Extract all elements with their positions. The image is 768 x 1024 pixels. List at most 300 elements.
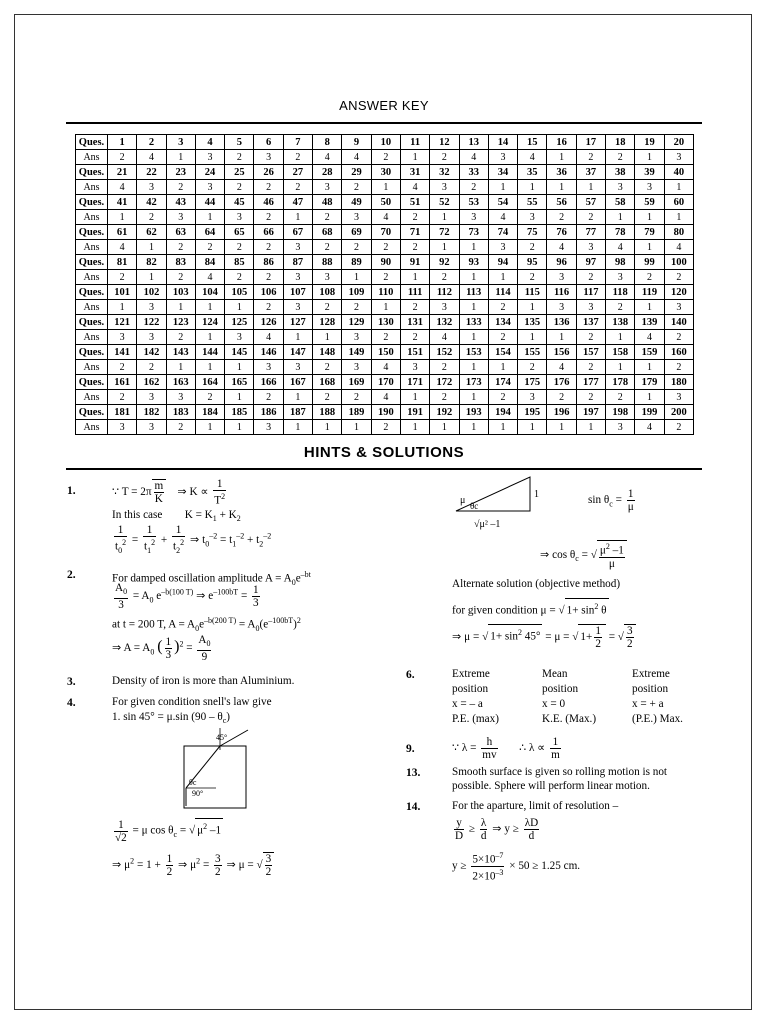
answer-value: 1 (108, 300, 137, 315)
question-number: 173 (459, 375, 488, 390)
answer-value: 2 (635, 270, 664, 285)
answer-value: 1 (518, 330, 547, 345)
answer-value: 3 (518, 210, 547, 225)
answer-value: 3 (225, 210, 254, 225)
ques-row (76, 195, 694, 210)
question-number: 51 (400, 195, 429, 210)
question-number: 66 (254, 225, 283, 240)
answer-value: 1 (459, 330, 488, 345)
answer-value: 1 (606, 210, 635, 225)
refraction-diagram (176, 728, 256, 814)
question-number: 186 (254, 405, 283, 420)
ques-label: Ques. (76, 375, 108, 390)
q6-number: 6. (406, 669, 415, 681)
ans-label: Ans (76, 270, 108, 285)
question-number: 78 (606, 225, 635, 240)
ques-row (76, 285, 694, 300)
question-number: 26 (254, 165, 283, 180)
q14-line2: $\frac{y}{D}$ ≥ $\frac{\lambda}{d}$ ⇒ y ≥ $\frac{\lambda D}{d}$ (455, 817, 539, 842)
answer-value: 1 (342, 270, 371, 285)
answer-value: 1 (430, 210, 459, 225)
question-number: 2 (137, 135, 166, 150)
question-number: 199 (635, 405, 664, 420)
question-number: 125 (225, 315, 254, 330)
svg-text:1: 1 (534, 489, 539, 500)
answer-value: 1 (283, 210, 312, 225)
question-number: 88 (313, 255, 342, 270)
q9-number: 9. (406, 743, 415, 755)
answer-value: 1 (225, 390, 254, 405)
question-number: 154 (488, 345, 517, 360)
q5-cos: ⇒ $\cos \theta_c$ = √ $\frac{\mu^2 -1}{\mu}$ (540, 540, 627, 570)
answer-value: 3 (459, 210, 488, 225)
ans-label: Ans (76, 330, 108, 345)
answer-value: 2 (430, 150, 459, 165)
ques-row (76, 375, 694, 390)
answer-value: 4 (488, 210, 517, 225)
question-number: 48 (313, 195, 342, 210)
question-number: 114 (488, 285, 517, 300)
answer-value: 2 (166, 240, 195, 255)
question-number: 72 (430, 225, 459, 240)
answer-value: 4 (195, 270, 224, 285)
q4-line4: ⇒ $\mu^2 = 1$ + $\frac{1}{2}$ ⇒ $\mu^2$ = $\frac{3}{2}$ ⇒ μ = √ $\frac{3}{2}$ (112, 852, 274, 878)
question-number: 191 (400, 405, 429, 420)
answer-value: 3 (342, 360, 371, 375)
answer-value: 3 (195, 150, 224, 165)
question-number: 143 (166, 345, 195, 360)
question-number: 94 (488, 255, 517, 270)
question-number: 15 (518, 135, 547, 150)
answer-value: 3 (108, 420, 137, 435)
ans-row (76, 360, 694, 375)
answer-value: 1 (313, 330, 342, 345)
answer-value: 3 (664, 390, 693, 405)
question-number: 84 (195, 255, 224, 270)
answer-value: 1 (459, 240, 488, 255)
question-number: 23 (166, 165, 195, 180)
ques-label: Ques. (76, 255, 108, 270)
answer-value: 3 (664, 150, 693, 165)
question-number: 120 (664, 285, 693, 300)
title-rule (66, 122, 702, 124)
answer-value: 3 (635, 180, 664, 195)
answer-value: 2 (225, 150, 254, 165)
answer-value: 2 (254, 270, 283, 285)
answer-value: 2 (400, 210, 429, 225)
q2-line1: For damped oscillation amplitude $A = A_0e^{-bt}$ (112, 570, 311, 587)
q2-line3: at t = 200 T, $A = A_0e^{-b(200 T)} = A_0(e^{-100bT})^2$ (112, 616, 301, 633)
question-number: 119 (635, 285, 664, 300)
question-number: 142 (137, 345, 166, 360)
question-number: 101 (108, 285, 137, 300)
q6-col-mean: Mean position x = 0 K.E. (Max.) (542, 668, 597, 725)
answer-value: 4 (400, 180, 429, 195)
answer-value: 1 (488, 420, 517, 435)
question-number: 76 (547, 225, 576, 240)
q9-formula: ∵ λ = $\frac{h}{mv}$ ∴ λ ∝ $\frac{1}{m}$ (452, 736, 560, 761)
q1-line3: $\frac{1}{t_0^2}$ = $\frac{1}{t_1^2}$ + $\frac{1}{t_2^2}$ ⇒ $t_0^{-2} = t_1^{-2} + t_2^{-2}$ (115, 524, 272, 555)
q2-line2: $\frac{A_0}{3}$ = $A_0$ $e^{-b(100 T)}$ ⇒ $e^{-100bT}$ = $\frac{1}{3}$ (115, 582, 259, 612)
answer-value: 2 (313, 210, 342, 225)
question-number: 165 (225, 375, 254, 390)
question-number: 134 (488, 315, 517, 330)
question-number: 197 (576, 405, 605, 420)
ques-row (76, 405, 694, 420)
answer-value: 2 (400, 240, 429, 255)
q4-line3: $\frac{1}{√2}$ = μ $\cos \theta_c$ = √ $\mu^2$ –1 (115, 818, 222, 844)
q14-number: 14. (406, 801, 421, 813)
answer-value: 3 (313, 270, 342, 285)
answer-value: 2 (166, 420, 195, 435)
answer-value: 2 (400, 300, 429, 315)
answer-value: 2 (664, 270, 693, 285)
answer-value: 1 (371, 300, 400, 315)
answer-value: 3 (137, 330, 166, 345)
answer-value: 2 (254, 180, 283, 195)
answer-value: 2 (254, 390, 283, 405)
question-number: 178 (606, 375, 635, 390)
answer-value: 2 (313, 300, 342, 315)
question-number: 141 (108, 345, 137, 360)
answer-value: 3 (488, 150, 517, 165)
answer-value: 3 (108, 330, 137, 345)
answer-value: 1 (430, 240, 459, 255)
answer-value: 1 (635, 150, 664, 165)
ans-row (76, 240, 694, 255)
answer-value: 1 (606, 360, 635, 375)
question-number: 98 (606, 255, 635, 270)
ans-label: Ans (76, 360, 108, 375)
question-number: 124 (195, 315, 224, 330)
answer-value: 1 (459, 420, 488, 435)
question-number: 133 (459, 315, 488, 330)
answer-value: 2 (342, 390, 371, 405)
question-number: 58 (606, 195, 635, 210)
answer-value: 1 (547, 330, 576, 345)
question-number: 34 (488, 165, 517, 180)
answer-value: 1 (225, 300, 254, 315)
answer-value: 1 (195, 330, 224, 345)
answer-value: 3 (606, 180, 635, 195)
ans-row (76, 300, 694, 315)
question-number: 95 (518, 255, 547, 270)
question-number: 144 (195, 345, 224, 360)
answer-value: 2 (108, 360, 137, 375)
answer-value: 3 (137, 300, 166, 315)
answer-value: 3 (342, 210, 371, 225)
answer-value: 2 (664, 420, 693, 435)
answer-value: 3 (518, 390, 547, 405)
answer-value: 1 (664, 210, 693, 225)
ans-label: Ans (76, 240, 108, 255)
answer-value: 2 (576, 150, 605, 165)
question-number: 39 (635, 165, 664, 180)
answer-value: 2 (606, 150, 635, 165)
answer-value: 1 (488, 180, 517, 195)
answer-value: 1 (576, 420, 605, 435)
answer-value: 3 (430, 180, 459, 195)
q6-col-extreme-neg: Extreme position x = – a P.E. (max) (452, 668, 499, 725)
answer-value: 1 (488, 360, 517, 375)
answer-value: 3 (664, 300, 693, 315)
answer-value: 3 (283, 300, 312, 315)
question-number: 77 (576, 225, 605, 240)
answer-value: 2 (547, 390, 576, 405)
question-number: 153 (459, 345, 488, 360)
hints-rule (66, 468, 702, 470)
question-number: 99 (635, 255, 664, 270)
svg-text:√μ² –1: √μ² –1 (474, 519, 501, 530)
q4-line2: 1. sin 45° = μ.sin $(90 - \theta_c)$ (112, 711, 231, 726)
question-number: 192 (430, 405, 459, 420)
question-number: 138 (606, 315, 635, 330)
answer-value: 1 (635, 360, 664, 375)
question-number: 56 (547, 195, 576, 210)
answer-value: 2 (518, 270, 547, 285)
answer-value: 2 (371, 420, 400, 435)
question-number: 129 (342, 315, 371, 330)
ans-label: Ans (76, 210, 108, 225)
answer-value: 2 (371, 150, 400, 165)
q13-number: 13. (406, 767, 421, 779)
answer-value: 2 (225, 240, 254, 255)
question-number: 9 (342, 135, 371, 150)
answer-value: 4 (635, 330, 664, 345)
question-number: 71 (400, 225, 429, 240)
question-number: 157 (576, 345, 605, 360)
question-number: 67 (283, 225, 312, 240)
answer-value: 2 (225, 270, 254, 285)
question-number: 40 (664, 165, 693, 180)
question-number: 136 (547, 315, 576, 330)
ques-label: Ques. (76, 315, 108, 330)
question-number: 17 (576, 135, 605, 150)
answer-value: 4 (518, 150, 547, 165)
ans-label: Ans (76, 180, 108, 195)
question-number: 25 (225, 165, 254, 180)
question-number: 148 (313, 345, 342, 360)
answer-value: 1 (400, 390, 429, 405)
answer-key-title: ANSWER KEY (339, 98, 429, 113)
answer-value: 4 (137, 150, 166, 165)
question-number: 80 (664, 225, 693, 240)
question-number: 181 (108, 405, 137, 420)
question-number: 123 (166, 315, 195, 330)
question-number: 194 (488, 405, 517, 420)
question-number: 150 (371, 345, 400, 360)
question-number: 24 (195, 165, 224, 180)
answer-value: 1 (459, 300, 488, 315)
question-number: 73 (459, 225, 488, 240)
question-number: 190 (371, 405, 400, 420)
answer-value: 3 (166, 210, 195, 225)
answer-value: 2 (576, 390, 605, 405)
ans-label: Ans (76, 300, 108, 315)
ans-row (76, 180, 694, 195)
question-number: 63 (166, 225, 195, 240)
ans-row (76, 150, 694, 165)
question-number: 121 (108, 315, 137, 330)
question-number: 18 (606, 135, 635, 150)
triangle-diagram (452, 473, 548, 531)
question-number: 115 (518, 285, 547, 300)
q5-alt: Alternate solution (objective method) (452, 578, 621, 590)
answer-value: 1 (283, 390, 312, 405)
answer-value: 4 (371, 360, 400, 375)
answer-value: 2 (430, 390, 459, 405)
ques-row (76, 255, 694, 270)
question-number: 20 (664, 135, 693, 150)
answer-value: 4 (371, 390, 400, 405)
answer-value: 1 (371, 180, 400, 195)
hints-solutions-title: HINTS & SOLUTIONS (303, 444, 465, 461)
answer-value: 1 (547, 420, 576, 435)
svg-text:θc: θc (470, 501, 479, 511)
answer-value: 1 (547, 150, 576, 165)
question-number: 162 (137, 375, 166, 390)
answer-value: 1 (195, 210, 224, 225)
slab (184, 746, 246, 808)
question-number: 189 (342, 405, 371, 420)
question-number: 5 (225, 135, 254, 150)
ans-label: Ans (76, 390, 108, 405)
question-number: 147 (283, 345, 312, 360)
question-number: 164 (195, 375, 224, 390)
question-number: 45 (225, 195, 254, 210)
answer-value: 2 (576, 330, 605, 345)
answer-value: 1 (166, 360, 195, 375)
answer-value: 3 (400, 360, 429, 375)
answer-value: 4 (342, 150, 371, 165)
answer-value: 1 (606, 330, 635, 345)
answer-value: 2 (195, 240, 224, 255)
answer-value: 2 (313, 360, 342, 375)
question-number: 12 (430, 135, 459, 150)
answer-value: 4 (547, 360, 576, 375)
answer-value: 2 (400, 330, 429, 345)
question-number: 176 (547, 375, 576, 390)
question-number: 168 (313, 375, 342, 390)
question-number: 70 (371, 225, 400, 240)
question-number: 85 (225, 255, 254, 270)
question-number: 33 (459, 165, 488, 180)
answer-value: 1 (488, 270, 517, 285)
question-number: 100 (664, 255, 693, 270)
ans-row (76, 330, 694, 345)
angle-45: 45° (216, 733, 228, 742)
answer-value: 2 (108, 390, 137, 405)
question-number: 103 (166, 285, 195, 300)
question-number: 182 (137, 405, 166, 420)
question-number: 105 (225, 285, 254, 300)
question-number: 37 (576, 165, 605, 180)
question-number: 170 (371, 375, 400, 390)
answer-value: 2 (518, 240, 547, 255)
question-number: 86 (254, 255, 283, 270)
question-number: 118 (606, 285, 635, 300)
question-number: 175 (518, 375, 547, 390)
question-number: 75 (518, 225, 547, 240)
question-number: 57 (576, 195, 605, 210)
answer-value: 3 (283, 240, 312, 255)
answer-value: 3 (195, 180, 224, 195)
ans-row (76, 210, 694, 225)
question-number: 131 (400, 315, 429, 330)
q13-line2: possible. Sphere will perform linear motion. (452, 780, 650, 792)
answer-value: 1 (635, 210, 664, 225)
question-number: 180 (664, 375, 693, 390)
question-number: 7 (283, 135, 312, 150)
answer-value: 3 (254, 420, 283, 435)
question-number: 8 (313, 135, 342, 150)
answer-value: 1 (459, 390, 488, 405)
answer-value: 1 (166, 150, 195, 165)
ques-row (76, 315, 694, 330)
answer-key-table (75, 134, 694, 435)
ques-row (76, 135, 694, 150)
question-number: 149 (342, 345, 371, 360)
question-number: 59 (635, 195, 664, 210)
answer-value: 2 (137, 210, 166, 225)
answer-value: 1 (137, 240, 166, 255)
answer-value: 1 (664, 180, 693, 195)
question-number: 79 (635, 225, 664, 240)
question-number: 160 (664, 345, 693, 360)
answer-value: 2 (664, 330, 693, 345)
answer-value: 2 (225, 180, 254, 195)
question-number: 172 (430, 375, 459, 390)
answer-value: 2 (518, 360, 547, 375)
question-number: 179 (635, 375, 664, 390)
answer-value: 1 (166, 300, 195, 315)
ques-label: Ques. (76, 405, 108, 420)
answer-value: 2 (430, 270, 459, 285)
question-number: 188 (313, 405, 342, 420)
question-number: 35 (518, 165, 547, 180)
ques-label: Ques. (76, 225, 108, 240)
question-number: 113 (459, 285, 488, 300)
q14-line1: For the aparture, limit of resolution – (452, 800, 619, 812)
question-number: 69 (342, 225, 371, 240)
answer-value: 2 (342, 240, 371, 255)
answer-value: 1 (225, 360, 254, 375)
answer-value: 1 (313, 420, 342, 435)
question-number: 44 (195, 195, 224, 210)
answer-value: 1 (195, 420, 224, 435)
question-number: 156 (547, 345, 576, 360)
ques-label: Ques. (76, 345, 108, 360)
answer-value: 1 (283, 330, 312, 345)
ques-row (76, 225, 694, 240)
answer-value: 3 (606, 270, 635, 285)
answer-value: 1 (547, 180, 576, 195)
question-number: 52 (430, 195, 459, 210)
q5-sin: $\sin \theta_c$ = $\frac{1}{\mu}$ (588, 488, 634, 513)
question-number: 174 (488, 375, 517, 390)
answer-value: 3 (137, 180, 166, 195)
answer-value: 2 (576, 210, 605, 225)
answer-value: 1 (195, 360, 224, 375)
question-number: 132 (430, 315, 459, 330)
answer-value: 1 (400, 420, 429, 435)
question-number: 109 (342, 285, 371, 300)
answer-value: 2 (606, 300, 635, 315)
question-number: 151 (400, 345, 429, 360)
answer-value: 2 (488, 330, 517, 345)
question-number: 43 (166, 195, 195, 210)
answer-value: 3 (342, 330, 371, 345)
